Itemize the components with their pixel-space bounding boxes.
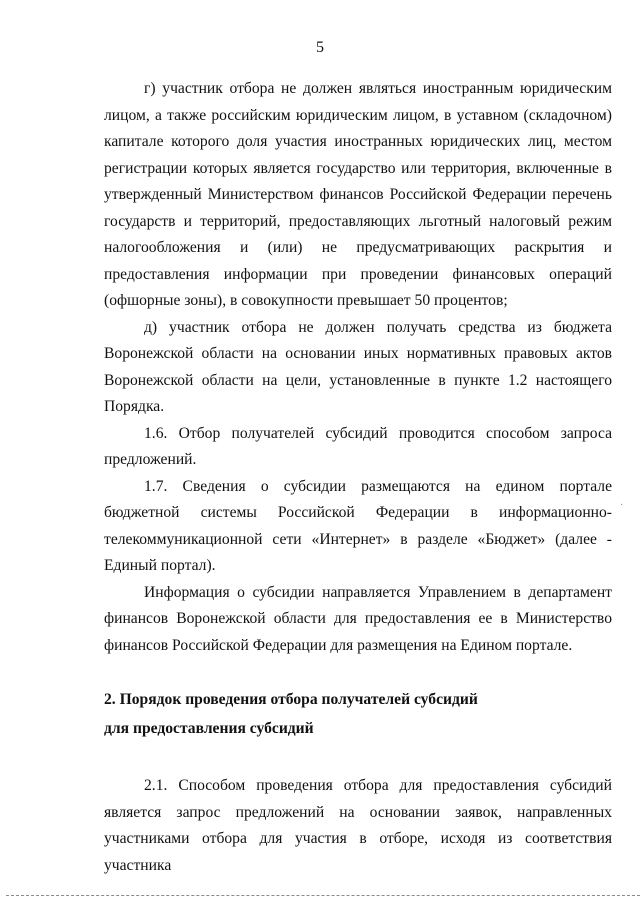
paragraph-information: Информация о субсидии направляется Управлением в департамент финансов Воронежской области для предоставления ее в Министерство финансов Российской Федерации для размещения на Едином портале. — [104, 583, 612, 654]
section-title-line-2: для предоставления субсидий — [104, 720, 314, 737]
document-body — [104, 76, 612, 879]
section-title-line-1: 2. Порядок проведения отбора получателей субсидий — [104, 691, 478, 708]
paragraph-item-d: д) участник отбора не должен получать средства из бюджета Воронежской области на основании иных нормативных правовых актов Воронежской области на цели, установленные в пункте 1.2 настоящего Порядка. — [104, 318, 612, 415]
scan-artifact-mark: · — [620, 500, 624, 511]
paragraph-1-7: 1.7. Сведения о субсидии размещаются на едином портале бюджетной системы Российской Федерации в информационно-телекоммуникационной сети «Интернет» в разделе «Бюджет» (далее - Единый портал). — [104, 477, 612, 574]
section-title — [104, 685, 612, 743]
paragraph-1-6: 1.6. Отбор получателей субсидий проводится способом запроса предложений. — [104, 424, 612, 468]
paragraph-item-g: г) участник отбора не должен являться иностранным юридическим лицом, а также российским юридическим лицом, в уставном (складочном) капитале которого доля участия иностранных юридических лиц, местом регистрации которых является государство или территория, включенные в утвержденный Министерством финансов Российской Федерации перечень государств и территорий, предоставляющих льготный налоговый режим налогообложения и (или) не предусматривающих раскрытия и предоставления информации при проведении финансовых операций (офшорные зоны), в совокупности превышает 50 процентов; — [104, 80, 612, 309]
paragraph-2-1: 2.1. Способом проведения отбора для предоставления субсидий является запрос предложений на основании заявок, направленных участниками отбора для участия в отборе, исходя из соответствия участника — [104, 777, 612, 874]
scan-edge-line — [6, 895, 640, 896]
page-number: 5 — [316, 39, 324, 56]
